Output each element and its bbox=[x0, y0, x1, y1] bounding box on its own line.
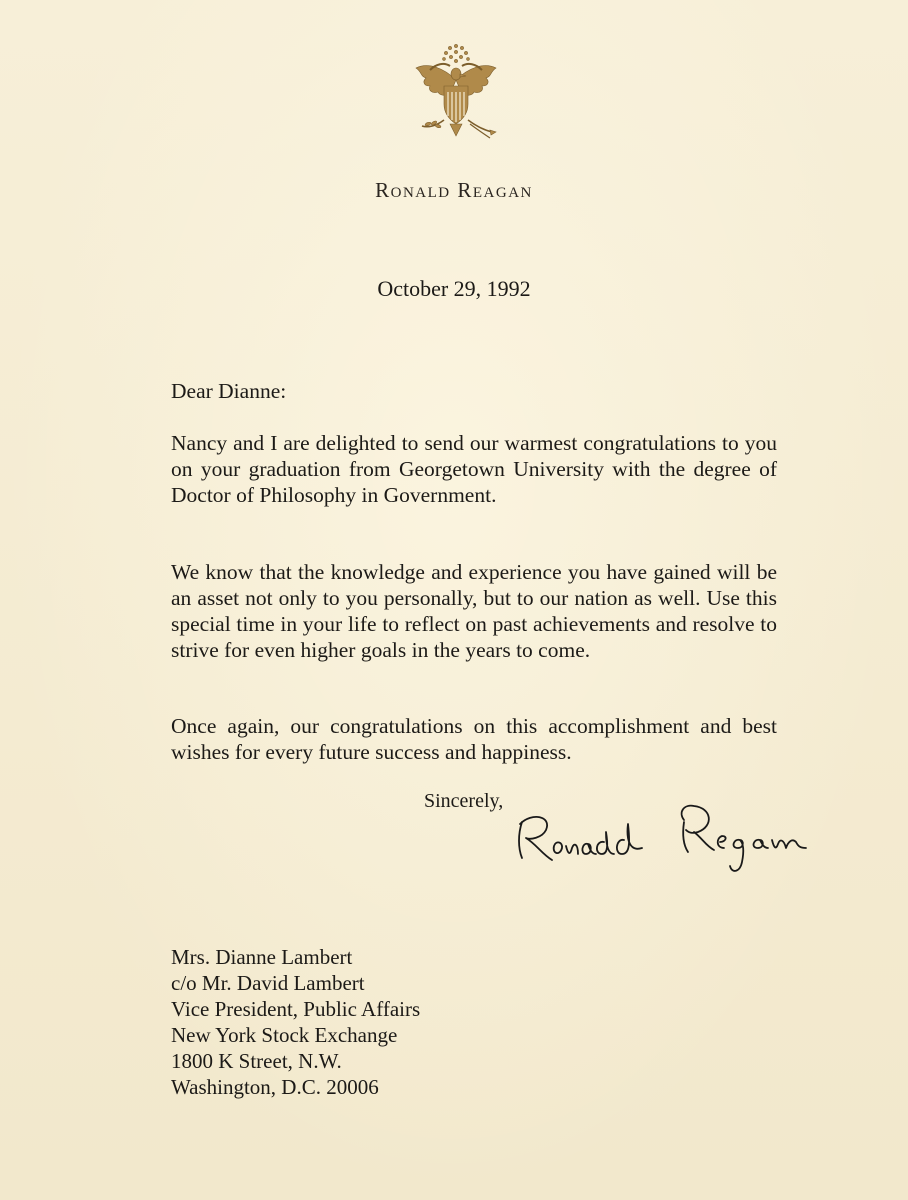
address-line-6: Washington, D.C. 20006 bbox=[171, 1075, 379, 1099]
handwritten-signature bbox=[508, 782, 848, 892]
address-line-1: Mrs. Dianne Lambert bbox=[171, 945, 353, 969]
address-line-5: 1800 K Street, N.W. bbox=[171, 1049, 342, 1073]
closing: Sincerely, bbox=[424, 790, 504, 812]
presidential-seal-icon bbox=[406, 40, 506, 144]
recipient-address bbox=[171, 944, 420, 1100]
address-line-2: c/o Mr. David Lambert bbox=[171, 971, 365, 995]
address-line-3: Vice President, Public Affairs bbox=[171, 997, 421, 1021]
paragraph-1: Nancy and I are delighted to send our warmest congratulations to you on your graduation from Georgetown University with the degree of Doctor of Philosophy in Government. bbox=[171, 431, 777, 507]
letterhead-name: Ronald Reagan bbox=[375, 178, 533, 202]
paragraph-2: We know that the knowledge and experience you have gained will be an asset not only to you personally, but to our nation as well. Use this special time in your life to reflect on past achievements and resolve to strive for even higher goals in the years to come. bbox=[171, 560, 777, 662]
address-line-4: New York Stock Exchange bbox=[171, 1023, 398, 1047]
letter-date: October 29, 1992 bbox=[377, 276, 531, 301]
paragraph-3: Once again, our congratulations on this accomplishment and best wishes for every future success and happiness. bbox=[171, 714, 777, 764]
salutation: Dear Dianne: bbox=[171, 379, 287, 403]
